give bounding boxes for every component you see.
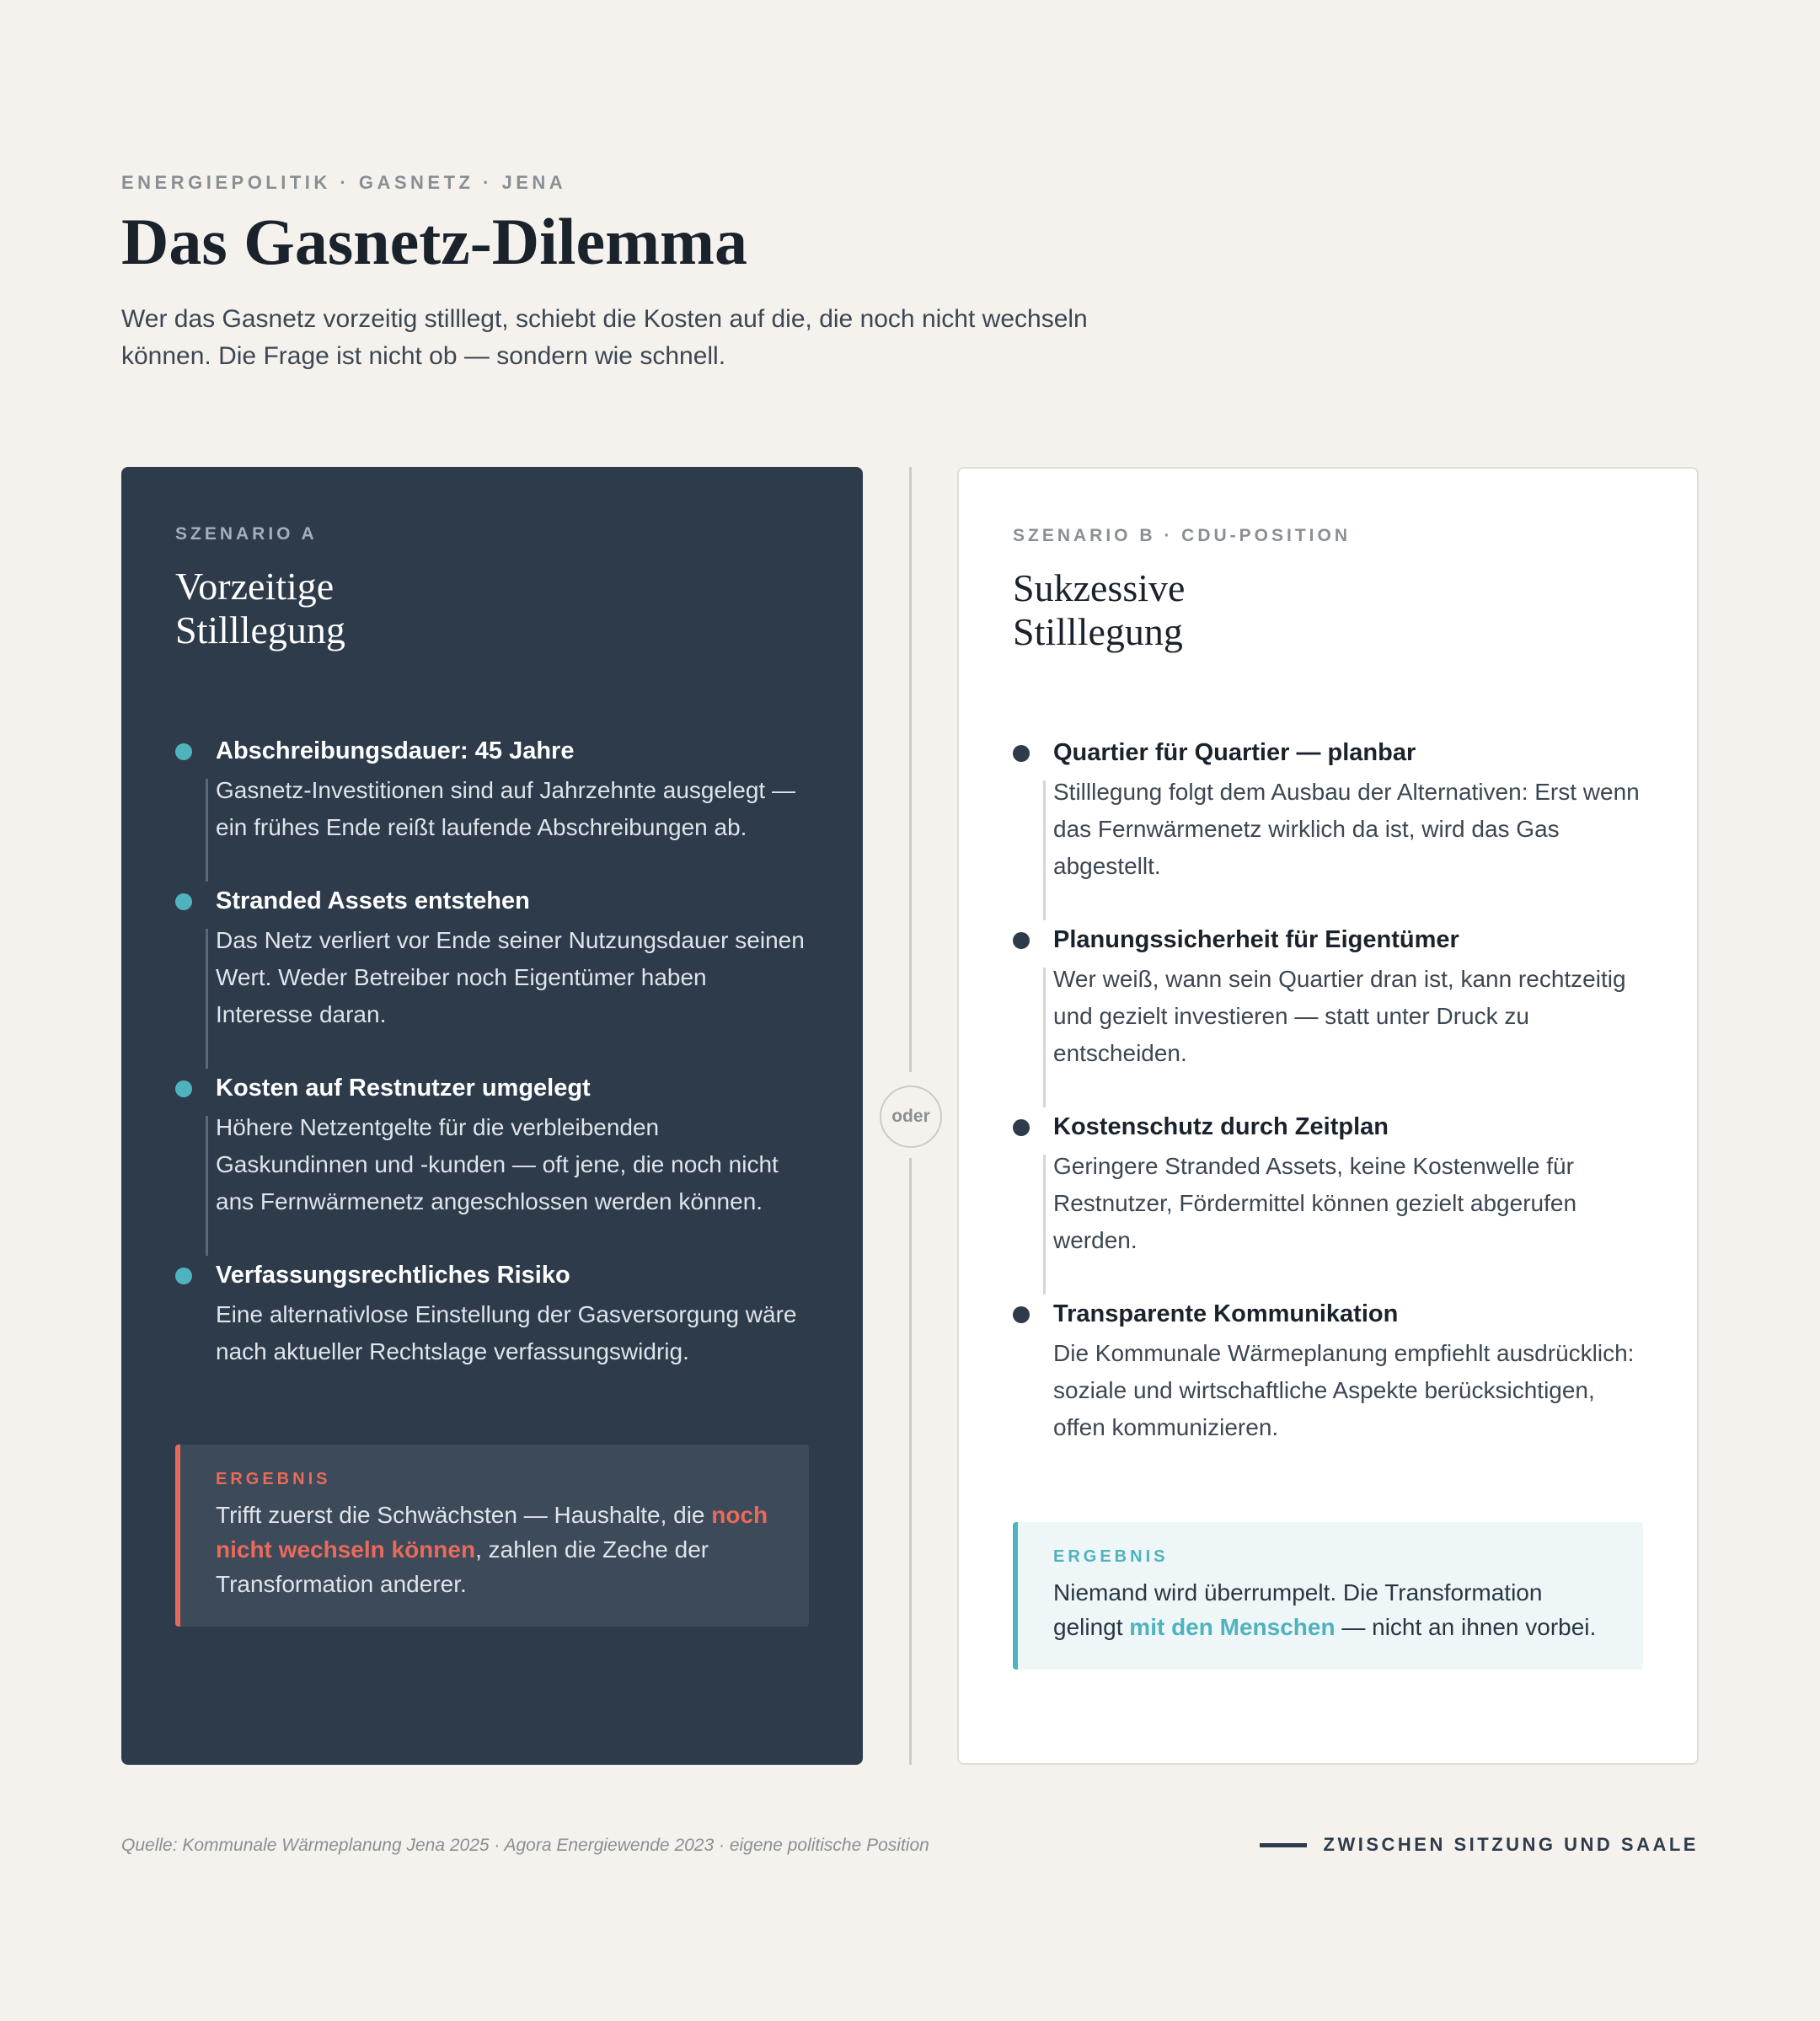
point-body: Die Kommunale Wärmeplanung empfiehlt ausdrücklich: soziale und wirtschaftliche Aspekte berücksichtigen, offen kommunizieren. (1053, 1340, 1635, 1440)
scenario-a-points (175, 733, 809, 1370)
point-rail (206, 779, 208, 882)
lede: Wer das Gasnetz vorzeitig stilllegt, schiebt die Kosten auf die, die noch nicht wechseln können. Die Frage ist nicht ob — sondern wie schnell. (121, 305, 1088, 370)
point-heading: Planungssicherheit für Eigentümer (1053, 926, 1459, 953)
point-rail (1043, 968, 1046, 1107)
bullet-dot-icon (1013, 1306, 1030, 1323)
point-rail (206, 1116, 208, 1256)
point-rail (206, 929, 208, 1069)
bullet-dot-icon (1013, 745, 1030, 762)
brand (1260, 1834, 1699, 1856)
list-item (175, 733, 809, 846)
result-tag: ERGEBNIS (216, 1470, 331, 1488)
brand-bar-icon (1260, 1843, 1307, 1847)
divider-line-top (909, 467, 912, 1072)
list-item (1013, 1109, 1643, 1259)
list-item (175, 1070, 809, 1220)
point-heading: Kosten auf Restnutzer umgelegt (216, 1075, 591, 1102)
point-body: Das Netz verliert vor Ende seiner Nutzungsdauer seinen Wert. Weder Betreiber noch Eigentümer haben Interesse daran. (216, 927, 805, 1027)
footer-source: Quelle: Kommunale Wärmeplanung Jena 2025 · Agora Energiewende 2023 · eigene politische Position (121, 1836, 929, 1855)
bullet-dot-icon (175, 743, 192, 760)
point-body: Wer weiß, wann sein Quartier dran ist, kann rechtzeitig und gezielt investieren — statt unter Druck zu entscheiden. (1053, 966, 1626, 1066)
result-text (216, 1498, 775, 1601)
list-item (1013, 735, 1643, 885)
divider-oder-badge: oder (880, 1086, 942, 1148)
point-heading: Transparente Kommunikation (1053, 1300, 1399, 1327)
list-item (175, 1257, 809, 1370)
bullet-dot-icon (1013, 1119, 1030, 1136)
list-item (175, 883, 809, 1033)
result-tag: ERGEBNIS (1053, 1547, 1169, 1566)
list-item (1013, 922, 1643, 1072)
point-rail (1043, 780, 1046, 920)
scenario-a-tag: SZENARIO A (175, 524, 318, 544)
bullet-dot-icon (175, 893, 192, 910)
scenario-b-result (1013, 1522, 1643, 1670)
scenario-b-title-line2: Stilllegung (1013, 610, 1183, 653)
point-body: Höhere Netzentgelte für die verbleibenden Gaskundinnen und -kunden — oft jene, die noch nicht ans Fernwärmenetz angeschlossen werden können. (216, 1114, 779, 1214)
point-body: Geringere Stranded Assets, keine Kostenwelle für Restnutzer, Fördermittel können gezielt abgerufen werden. (1053, 1153, 1577, 1253)
point-rail (1043, 1155, 1046, 1295)
point-heading: Abschreibungsdauer: 45 Jahre (216, 737, 575, 764)
bullet-dot-icon (175, 1080, 192, 1097)
scenario-b-title (1013, 566, 1643, 654)
result-text-before: Niemand wird überrumpelt. Die Transformation gelingt (1053, 1579, 1543, 1640)
scenario-b-points (1013, 735, 1643, 1446)
scenario-a-result (175, 1445, 809, 1627)
point-body: Eine alternativlose Einstellung der Gasversorgung wäre nach aktueller Rechtslage verfassungswidrig. (216, 1301, 797, 1364)
scenario-b-card (957, 467, 1699, 1765)
scenario-b-title-line1: Sukzessive (1013, 566, 1186, 609)
eyebrow: ENERGIEPOLITIK · GASNETZ · JENA (121, 172, 567, 193)
divider-line-bottom (909, 1158, 912, 1765)
scenario-a-title-line1: Vorzeitige (175, 565, 335, 608)
brand-name: ZWISCHEN SITZUNG UND SAALE (1323, 1834, 1699, 1855)
list-item (1013, 1296, 1643, 1446)
scenario-a-title (175, 565, 809, 652)
bullet-dot-icon (175, 1268, 192, 1284)
scenario-a-card (121, 467, 863, 1765)
result-highlight: noch nicht wechseln können (216, 1502, 768, 1563)
point-heading: Kostenschutz durch Zeitplan (1053, 1113, 1389, 1140)
result-highlight: mit den Menschen (1129, 1614, 1336, 1640)
result-text-after: , zahlen die Zeche der Transformation anderer. (216, 1536, 709, 1597)
point-body: Gasnetz-Investitionen sind auf Jahrzehnte ausgelegt — ein frühes Ende reißt laufende Abschreibungen ab. (216, 777, 795, 840)
page-title: Das Gasnetz-Dilemma (121, 205, 748, 278)
result-text-before: Trifft zuerst die Schwächsten — Haushalte, die (216, 1502, 712, 1528)
result-text (1053, 1575, 1609, 1644)
point-body: Stilllegung folgt dem Ausbau der Alternativen: Erst wenn das Fernwärmenetz wirklich da ist, wird das Gas abgestellt. (1053, 779, 1640, 879)
scenario-a-title-line2: Stilllegung (175, 608, 345, 651)
point-heading: Verfassungsrechtliches Risiko (216, 1262, 570, 1289)
point-heading: Quartier für Quartier — planbar (1053, 739, 1416, 766)
result-text-after: — nicht an ihnen vorbei. (1335, 1614, 1597, 1640)
bullet-dot-icon (1013, 932, 1030, 949)
scenario-b-tag: SZENARIO B · CDU-POSITION (1013, 526, 1352, 545)
point-heading: Stranded Assets entstehen (216, 887, 530, 914)
